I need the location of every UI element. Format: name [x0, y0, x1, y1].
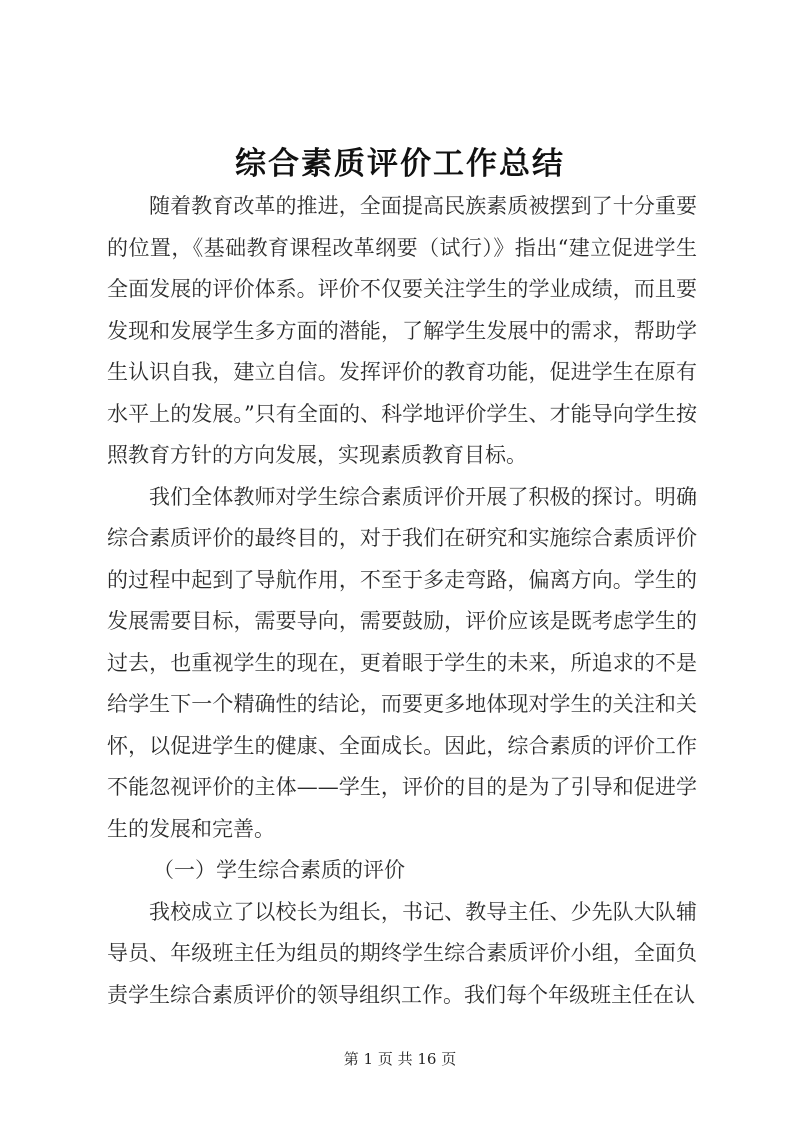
paragraph-committee: 我校成立了以校长为组长，书记、教导主任、少先队大队辅导员、年级班主任为组员的期终学生综合素质评价小组，全面负责学生综合素质评价的领导组织工作。我们每个年级班主任在认 [107, 899, 697, 1007]
paragraph-discussion: 我们全体教师对学生综合素质评价开展了积极的探讨。明确综合素质评价的最终目的，对于我们在研究和实施综合素质评价的过程中起到了导航作用，不至于多走弯路，偏离方向。学生的发展需要目标，需要导向，需要鼓励，评价应该是既考虑学生的过去，也重视学生的现在，更着眼于学生的未来，所追求的不是给学生下一个精确性的结论，而要更多地体现对学生的关注和关怀，以促进学生的健康、全面成长。因此，综合素质的评价工作不能忽视评价的主体——学生，评价的目的是为了引导和促进学生的发展和完善。 [107, 484, 697, 841]
paragraph-intro: 随着教育改革的推进，全面提高民族素质被摆到了十分重要的位置，《基础教育课程改革纲要（试行）》指出“建立促进学生全面发展的评价体系。评价不仅要关注学生的学业成绩，而且要发现和发展学生多方面的潜能，了解学生发展中的需求，帮助学生认识自我，建立自信。发挥评价的教育功能，促进学生在原有水平上的发展。”只有全面的、科学地评价学生、才能导向学生按照教育方针的方向发展，实现素质教育目标。 [107, 194, 697, 467]
document-body [107, 186, 697, 1016]
page-footer: 第 1 页 共 16 页 [343, 1050, 457, 1068]
document-title: 综合素质评价工作总结 [235, 146, 565, 182]
section-heading: （一）学生综合素质的评价 [153, 858, 405, 882]
